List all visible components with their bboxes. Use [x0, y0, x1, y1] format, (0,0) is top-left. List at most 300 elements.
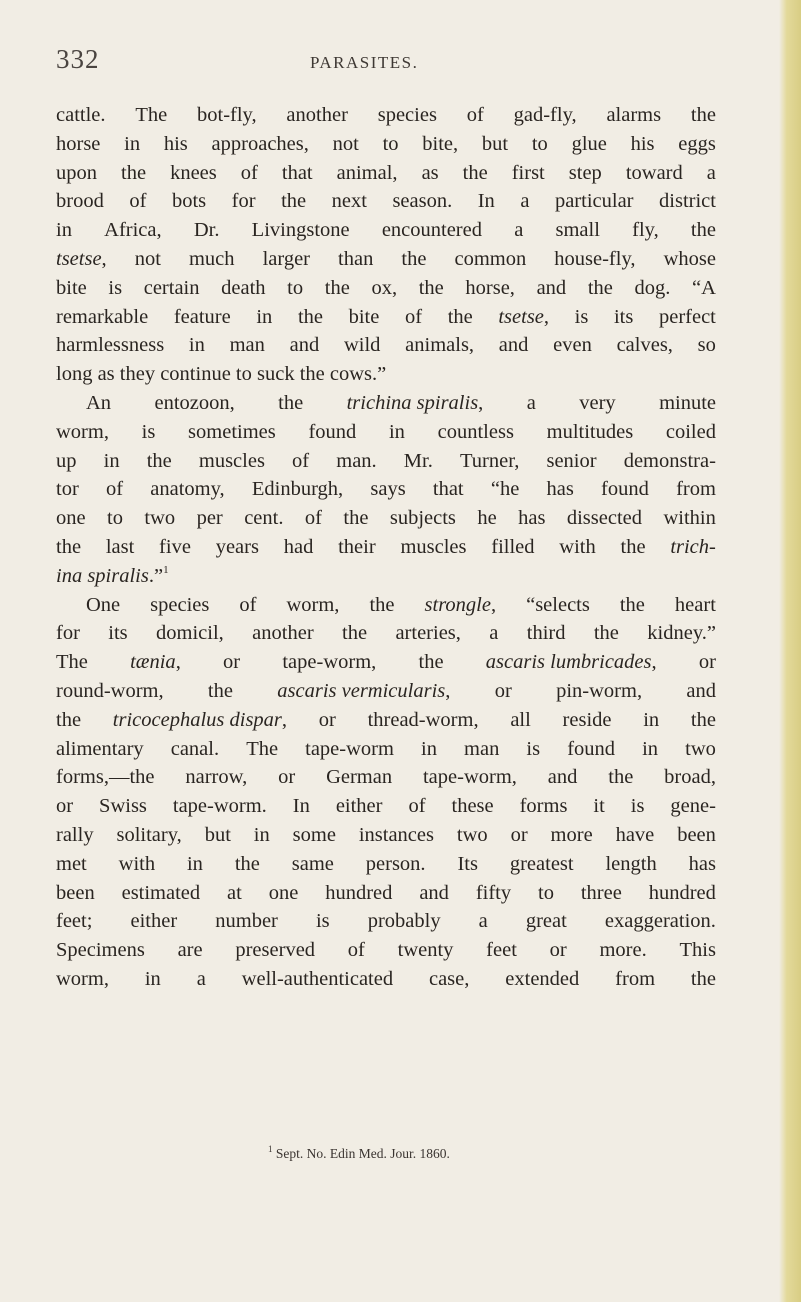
word: or [698, 651, 716, 674]
word: a [514, 219, 524, 242]
word: is [141, 420, 156, 443]
word: cows.” [329, 363, 387, 386]
word: in [642, 737, 659, 760]
word: eggs [678, 132, 716, 155]
word: another [286, 104, 348, 126]
word: but [204, 823, 231, 846]
word: have [615, 823, 655, 846]
body-text [56, 101, 716, 994]
word: brood [56, 190, 104, 213]
word: and [419, 881, 449, 904]
word: continue [160, 363, 236, 386]
word: the [690, 219, 716, 242]
word: third [526, 622, 566, 645]
word: last [105, 535, 135, 558]
word: of [292, 449, 310, 472]
word: of [240, 161, 258, 184]
word: in [421, 737, 437, 760]
text-line [56, 274, 716, 303]
word: tor [56, 478, 79, 501]
word: in [124, 132, 141, 155]
word: worm, [286, 593, 340, 616]
word: well-authenticated [241, 967, 394, 990]
word: with [118, 852, 156, 875]
word: per [196, 507, 223, 530]
word: of [105, 478, 124, 501]
word: with [559, 535, 596, 558]
text-line [56, 418, 716, 447]
word: is [315, 910, 330, 933]
word: arteries, [395, 622, 461, 645]
text-line [56, 130, 716, 159]
word: the [369, 593, 395, 616]
word: had [283, 535, 314, 558]
word: or [56, 795, 74, 818]
word: number [215, 910, 278, 933]
word: instances [358, 823, 434, 846]
word: man [464, 737, 500, 760]
word: at [227, 881, 242, 904]
word: the [593, 622, 619, 645]
word: particular [554, 190, 634, 213]
word: of [408, 795, 426, 818]
word: species [150, 593, 210, 616]
word: Edinburgh, [251, 478, 344, 501]
word: multitudes [546, 420, 634, 443]
word: pin-worm, [556, 679, 643, 702]
word: to [531, 132, 548, 155]
word: domicil, [156, 622, 224, 645]
word: toward [625, 161, 683, 184]
word: senior [546, 449, 597, 472]
word: either [335, 795, 383, 818]
text-line [56, 245, 716, 274]
text-line [56, 965, 716, 994]
text-line [56, 648, 716, 677]
word: long [56, 363, 98, 386]
word: their [338, 535, 376, 558]
word: tape-worm, [282, 651, 377, 674]
text-line [56, 879, 716, 908]
word: says [370, 478, 406, 501]
text-line [56, 216, 716, 245]
word: the [281, 190, 307, 213]
word: the [299, 363, 330, 386]
word: from [615, 967, 656, 990]
word: approaches, [211, 132, 309, 155]
word: animal, [336, 161, 398, 184]
word: anatomy, [150, 478, 225, 501]
word: ascaris vermicularis, [277, 679, 451, 702]
word: remarkable [56, 305, 149, 328]
word: “he [490, 478, 520, 501]
word: subjects [389, 507, 456, 530]
word: the [690, 104, 716, 126]
word: rally [56, 823, 94, 846]
word: two [144, 507, 176, 530]
word: The [135, 104, 168, 126]
word: the [121, 161, 147, 184]
word: broad, [664, 766, 716, 789]
word: his [630, 132, 655, 155]
word: of [347, 939, 365, 962]
word: muscles [198, 449, 265, 472]
word: the [56, 708, 82, 731]
word: in [144, 967, 161, 990]
word: man [229, 334, 265, 357]
word: not [332, 132, 359, 155]
word: dissected [566, 507, 643, 530]
word: been [56, 881, 95, 904]
word: Dr. [193, 219, 220, 242]
word: or [494, 679, 512, 702]
word: knees [170, 161, 217, 184]
word: but [481, 132, 509, 155]
word: trich- [670, 535, 716, 558]
word: its [108, 622, 128, 645]
word: the [690, 708, 716, 731]
text-line [56, 706, 716, 735]
text-line [56, 792, 716, 821]
word: heart [674, 593, 716, 616]
word: same [291, 852, 334, 875]
word: season. [392, 190, 453, 213]
word: minute [659, 391, 716, 414]
word: German [326, 766, 393, 789]
text-line [56, 562, 716, 591]
word: filled [491, 535, 535, 558]
word: cattle. [56, 104, 106, 126]
word: some [292, 823, 336, 846]
word: length [605, 852, 657, 875]
word: years [215, 535, 259, 558]
word: reside [562, 708, 612, 731]
word: the [608, 766, 634, 789]
word: forms [519, 795, 568, 818]
word: coiled [665, 420, 716, 443]
word: animals, [405, 334, 475, 357]
word: “A [692, 276, 716, 299]
word: sometimes [188, 420, 276, 443]
word: been [677, 823, 716, 846]
text-line [56, 101, 716, 130]
word: Livingstone [251, 219, 350, 242]
word: its [613, 305, 634, 328]
word: from [676, 478, 716, 501]
footnote-marker: 1 [268, 1144, 273, 1154]
running-head: PARASITES. [310, 53, 419, 72]
word: is [526, 737, 541, 760]
word: horse [56, 132, 101, 155]
word: species [377, 104, 437, 126]
word: or [278, 766, 296, 789]
word: so [697, 334, 716, 357]
word: kidney.” [647, 622, 716, 645]
page-number: 332 [56, 44, 100, 74]
word: for [231, 190, 256, 213]
word: as [421, 161, 439, 184]
word: hundred [648, 881, 716, 904]
word: it [593, 795, 605, 818]
word: a [196, 967, 206, 990]
word: of [304, 507, 322, 530]
word: has [546, 478, 574, 501]
word: case, [428, 967, 470, 990]
word: and [498, 334, 529, 357]
text-line [56, 936, 716, 965]
word: up [56, 449, 77, 472]
word: and [686, 679, 716, 702]
word: entozoon, [154, 391, 235, 414]
word: demonstra- [623, 449, 716, 472]
word: gad-fly, [513, 104, 577, 126]
word: Africa, [104, 219, 162, 242]
word: the [278, 391, 304, 414]
word: fifty [475, 881, 512, 904]
word: found [308, 420, 357, 443]
word: ox, [371, 276, 398, 299]
word: more. [599, 939, 647, 962]
text-line [56, 504, 716, 533]
word: preserved [235, 939, 316, 962]
text-line [56, 360, 716, 389]
word: tænia, [130, 651, 181, 674]
word: in [256, 305, 273, 328]
word: the [418, 651, 444, 674]
word: One [86, 593, 121, 616]
word: solitary, [116, 823, 182, 846]
word: Mr. [403, 449, 433, 472]
word: or [318, 708, 336, 731]
footnote-text: Sept. No. Edin Med. Jour. 1860. [275, 1146, 450, 1161]
word: feet [486, 939, 517, 962]
word: countless [437, 420, 514, 443]
text-line [56, 677, 716, 706]
word: In [477, 190, 495, 213]
word: alimentary [56, 737, 144, 760]
word: or [549, 939, 567, 962]
word: bite [348, 305, 380, 328]
word: to [107, 507, 123, 530]
word: he [477, 507, 497, 530]
text-line [56, 303, 716, 332]
word: the [619, 593, 645, 616]
word: the [297, 305, 323, 328]
word: whose [663, 247, 716, 270]
word: trichina spiralis, [346, 391, 484, 414]
word: two [685, 737, 716, 760]
text-line [56, 821, 716, 850]
page-edge [779, 0, 801, 1302]
word: narrow, [185, 766, 248, 789]
word: ina spiralis.”$^1$ [56, 563, 169, 587]
word: and [536, 276, 567, 299]
word: the [342, 622, 368, 645]
word: gene- [670, 795, 716, 818]
word: forms,—the [56, 766, 155, 789]
word: in [56, 219, 72, 242]
word: to [235, 363, 257, 386]
word: one [268, 881, 299, 904]
word: great [525, 910, 567, 933]
word: tsetse, [56, 247, 107, 270]
word: even [553, 334, 592, 357]
word: found [601, 478, 649, 501]
word: worm, [56, 420, 109, 443]
word: first [511, 161, 545, 184]
text-line [56, 591, 716, 620]
word: dog. [634, 276, 671, 299]
footnote [268, 1146, 450, 1162]
word: tsetse, [498, 305, 550, 328]
text-line [56, 907, 716, 936]
word: estimated [121, 881, 201, 904]
word: This [679, 939, 716, 962]
word: a [526, 391, 536, 414]
word: horse, [465, 276, 515, 299]
word: probably [367, 910, 441, 933]
word: to [382, 132, 399, 155]
word: step [568, 161, 602, 184]
word: tricocephalus dispar, [112, 708, 288, 731]
word: glue [571, 132, 607, 155]
text-line [56, 735, 716, 764]
word: they [119, 363, 161, 386]
word: perfect [658, 305, 716, 328]
word: wild [343, 334, 381, 357]
text-line [56, 187, 716, 216]
word: the [587, 276, 613, 299]
word: person. [365, 852, 426, 875]
word: and [547, 766, 578, 789]
word: the [690, 967, 716, 990]
word: strongle, [424, 593, 497, 616]
word: tape-worm [305, 737, 394, 760]
word: bot-fly, [197, 104, 257, 126]
word: The [246, 737, 279, 760]
word: Turner, [459, 449, 520, 472]
word: either [130, 910, 178, 933]
word: a [706, 161, 716, 184]
word: these [451, 795, 494, 818]
word: the [447, 305, 473, 328]
word: a [489, 622, 499, 645]
word: of [404, 305, 423, 328]
word: larger [262, 247, 310, 270]
word: death [221, 276, 266, 299]
word: the [343, 507, 369, 530]
word: “selects [526, 593, 590, 616]
text-line [56, 850, 716, 879]
word: canal. [170, 737, 220, 760]
word: exaggeration. [604, 910, 716, 933]
word: has [518, 507, 546, 530]
word: all [510, 708, 531, 731]
word: in [253, 823, 270, 846]
word: common [454, 247, 527, 270]
word: man. [336, 449, 377, 472]
word: the [401, 247, 427, 270]
word: to [287, 276, 304, 299]
word: the [462, 161, 488, 184]
word: of [466, 104, 484, 126]
word: house-fly, [554, 247, 636, 270]
word: In [292, 795, 310, 818]
word: round-worm, [56, 679, 164, 702]
word: more [550, 823, 593, 846]
word: the [620, 535, 646, 558]
word: or [510, 823, 528, 846]
word: in [388, 420, 405, 443]
word: or [223, 651, 241, 674]
word: feature [173, 305, 231, 328]
text-line [56, 159, 716, 188]
word: are [177, 939, 203, 962]
word: bite [56, 276, 87, 299]
word: feet; [56, 910, 93, 933]
word: muscles [400, 535, 467, 558]
word: small [555, 219, 600, 242]
word: as [97, 363, 120, 386]
word: district [659, 190, 716, 213]
text-line [56, 475, 716, 504]
word: alarms [606, 104, 662, 126]
word: tape-worm. [172, 795, 267, 818]
word: of [239, 593, 257, 616]
word: his [163, 132, 188, 155]
word: to [538, 881, 554, 904]
word: upon [56, 161, 97, 184]
text-line [56, 447, 716, 476]
word: hundred [325, 881, 393, 904]
word: Its [457, 852, 478, 875]
word: ascaris lumbricades, [485, 651, 657, 674]
word: a [520, 190, 530, 213]
word: bots [171, 190, 207, 213]
word: that [432, 478, 464, 501]
word: of [129, 190, 147, 213]
word: twenty [397, 939, 454, 962]
text-line [56, 331, 716, 360]
word: extended [505, 967, 580, 990]
word: found [567, 737, 616, 760]
word: The [56, 651, 88, 674]
text-line [56, 533, 716, 562]
word: calves, [616, 334, 673, 357]
word: Specimens [56, 939, 145, 962]
word: tape-worm, [422, 766, 517, 789]
word: bite, [422, 132, 459, 155]
word: thread-worm, [367, 708, 479, 731]
text-line [56, 389, 716, 418]
page-header [56, 44, 716, 84]
word: the [207, 679, 233, 702]
word: the [234, 852, 260, 875]
word: has [688, 852, 716, 875]
word: next [331, 190, 367, 213]
word: within [663, 507, 716, 530]
word: cent. [244, 507, 284, 530]
text-line [56, 619, 716, 648]
word: the [324, 276, 350, 299]
word: in [643, 708, 660, 731]
word: very [579, 391, 616, 414]
word: that [281, 161, 313, 184]
word: harmlessness [56, 334, 165, 357]
word: is [108, 276, 123, 299]
word: is [630, 795, 645, 818]
word: than [338, 247, 374, 270]
